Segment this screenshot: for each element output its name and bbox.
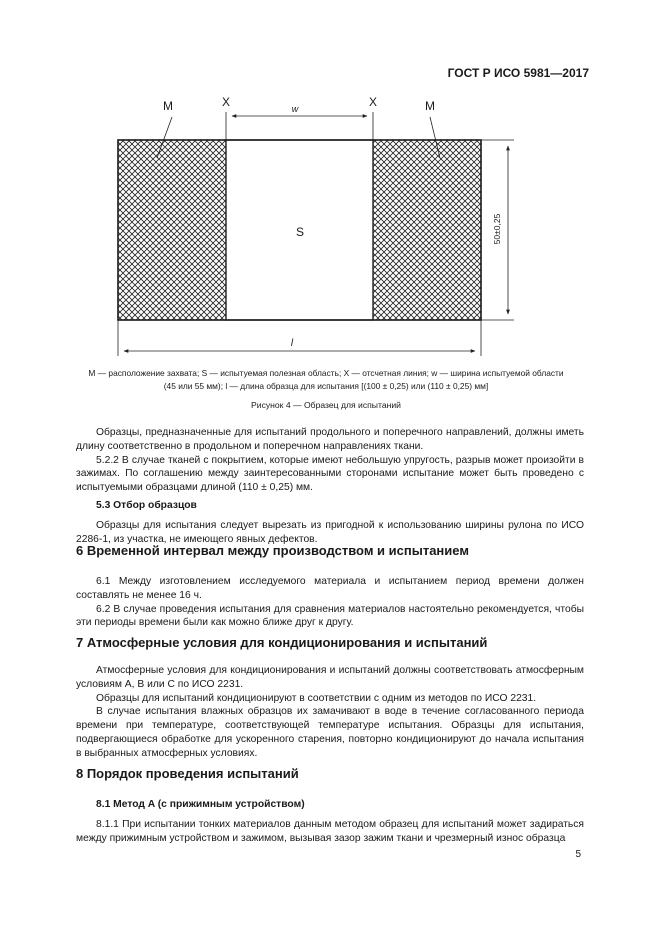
paragraph: Образцы для испытания следует вырезать из пригодной к использованию ширины рулона по ИСО 2286-1, из участка, не имеющего явных дефектов.	[76, 519, 584, 545]
paragraph: Образцы для испытаний кондиционируют в соответствии с одним из методов по ИСО 2231.	[96, 692, 537, 704]
subsection-heading: 8.1 Метод A (с прижимным устройством)	[96, 799, 305, 810]
specimen-figure	[0, 0, 661, 365]
section-heading: 7 Атмосферные условия для кондиционирования и испытаний	[76, 635, 488, 650]
label-m-right: M	[425, 99, 435, 113]
section-heading: 6 Временной интервал между производством и испытанием	[76, 543, 469, 558]
section-heading: 8 Порядок проведения испытаний	[76, 766, 299, 781]
paragraph: 5.2.2 В случае тканей с покрытием, которые имеют небольшую упругость, разрыв может произойти в зажимах. По соглашению между заинтересованными сторонами испытание может быть проведено с испытуемыми образцами длиной (110 ± 0,25) мм.	[76, 454, 584, 494]
page-header: ГОСТ Р ИСО 5981—2017	[447, 66, 589, 80]
label-w: w	[291, 104, 299, 114]
figure-legend	[56, 367, 596, 392]
page-number: 5	[575, 849, 581, 860]
section-7	[76, 636, 584, 650]
legend-line-2: (45 или 55 мм); l — длина образца для испытания [(100 ± 0,25) или (110 ± 0,25) мм]	[163, 380, 489, 391]
paragraph: 8.1.1 При испытании тонких материалов данным методом образец для испытаний может задираться между прижимным устройством и зажимом, вызывая зазор зажим ткани и чрезмерный износ образца	[76, 818, 584, 844]
label-x-right: X	[368, 95, 378, 109]
text-block-1	[76, 426, 584, 546]
label-height: 50±0,25	[492, 213, 502, 245]
paragraph: 6.1 Между изготовлением исследуемого материала и испытанием период времени должен составлять не менее 16 ч.	[76, 576, 584, 601]
label-s: S	[295, 225, 305, 239]
label-m-left: M	[163, 99, 173, 113]
section-8	[76, 767, 584, 781]
label-l: l	[290, 338, 294, 349]
section-8-text	[76, 794, 584, 845]
paragraph: Атмосферные условия для кондиционирования и испытаний должны соответствовать атмосферным условиям A, B или C по ИСО 2231.	[76, 665, 584, 690]
grip-area-left	[118, 140, 226, 320]
section-7-text	[76, 664, 584, 761]
label-x-left: X	[221, 95, 231, 109]
section-6	[76, 544, 584, 558]
paragraph: В случае испытания влажных образцов их замачивают в воде в течение согласованного периода времени при температуре, соответствующей температуре испытания. Образцы для испытания, подвергающиеся обработке для ускоренного старения, повторно кондиционируют до начала испытания в выбранных атмосферных условиях.	[76, 706, 584, 759]
paragraph: Образцы, предназначенные для испытаний продольного и поперечного направлений, должны иметь длину соответственно в продольном и поперечном направлениях ткани.	[76, 427, 584, 452]
subsection-heading: 5.3 Отбор образцов	[96, 499, 197, 511]
section-6-text	[76, 575, 584, 630]
paragraph: 6.2 В случае проведения испытания для сравнения материалов настоятельно рекомендуется, чтобы эти периоды времени были как можно ближе друг к другу.	[76, 603, 584, 629]
figure-caption: Рисунок 4 — Образец для испытаний	[251, 400, 401, 410]
legend-line-1: M — расположение захвата; S — испытуемая полезная область; X — отсчетная линия; w — ширина испытуемой области	[88, 368, 564, 378]
grip-area-right	[373, 140, 481, 320]
